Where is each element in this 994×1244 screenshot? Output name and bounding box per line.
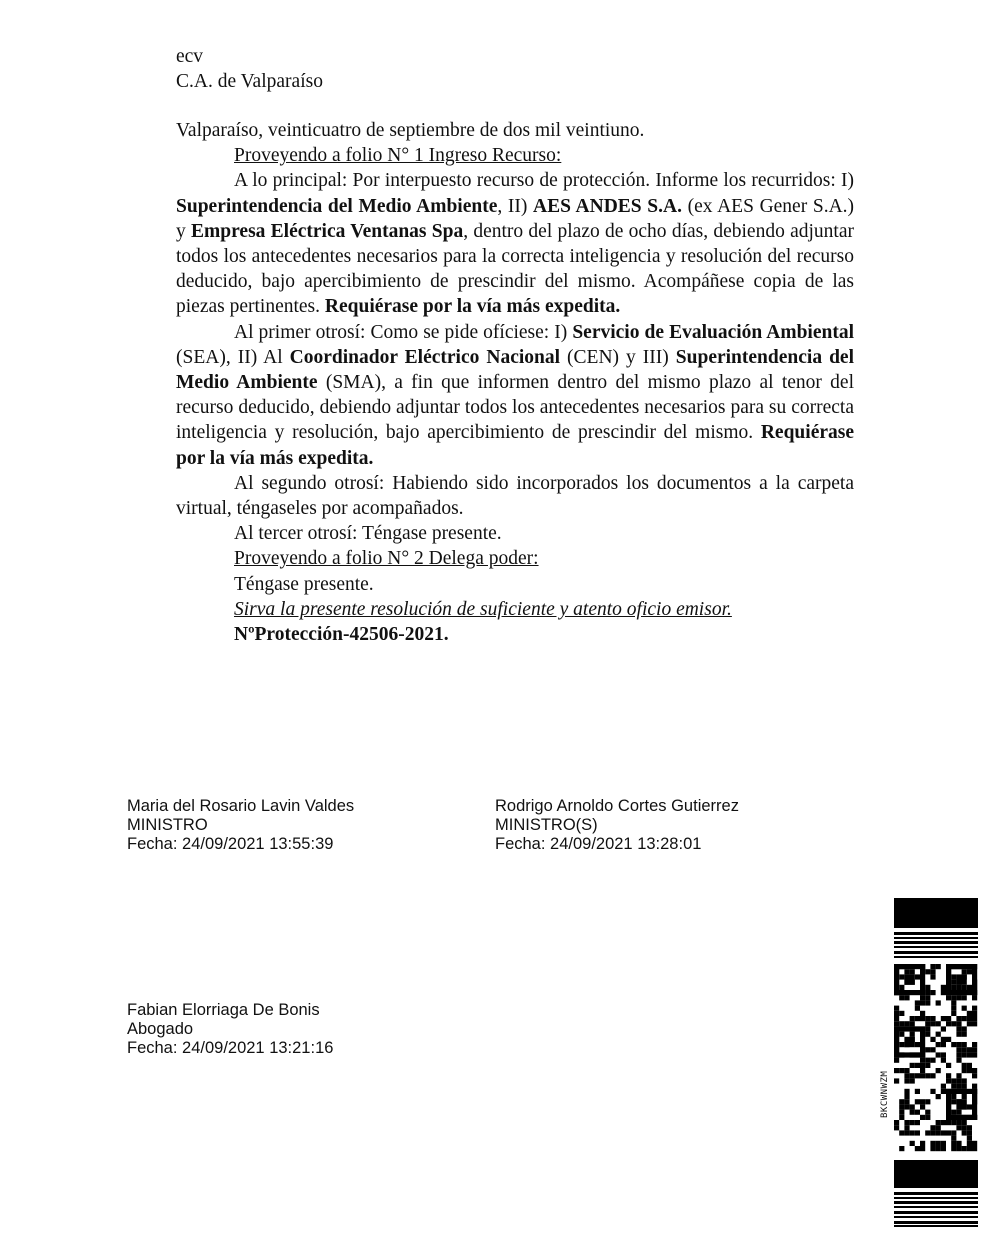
folio2-heading: Proveyendo a folio N° 2 Delega poder: <box>234 548 539 570</box>
folio1-heading: Proveyendo a folio N° 1 Ingreso Recurso: <box>234 145 562 167</box>
case-number: NºProtección-42506-2021. <box>234 624 449 646</box>
closing-note: Sirva la presente resolución de suficiente y atento oficio emisor. <box>234 598 732 620</box>
second-otrosi-paragraph: Al segundo otrosí: Habiendo sido incorporados los documentos a la carpeta virtual, téngaseles por acompañados. <box>176 472 854 520</box>
signer-name: Rodrigo Arnoldo Cortes Gutierrez <box>495 797 739 815</box>
date-line: Valparaíso, veinticuatro de septiembre de dos mil veintiuno. <box>176 120 645 141</box>
first-otrosi-paragraph: Al primer otrosí: Como se pide ofíciese: I) Servicio de Evaluación Ambiental (SEA), II) Al Coordinador Eléctrico Nacional (CEN) y III) Superintendencia del Medio Ambiente (SMA), a fin que informen dentro del mismo plazo al tenor del recurso deducido, debiendo adjuntar todos los antecedentes necesarios para su correcta inteligencia y resolución, bajo apercibimiento de prescindir del mismo. Requiérase por la vía más expedita. <box>176 321 855 469</box>
signature-date: Fecha: 24/09/2021 13:55:39 <box>127 835 334 853</box>
resolution-body <box>176 118 854 647</box>
signer-name: Fabian Elorriaga De Bonis <box>127 1001 320 1019</box>
signer-role: MINISTRO(S) <box>495 816 598 834</box>
verification-barcode-icon <box>892 898 978 1230</box>
verification-code: BKCWNWZM <box>880 1070 890 1118</box>
court-name: C.A. de Valparaíso <box>176 71 323 92</box>
signer-role: MINISTRO <box>127 816 208 834</box>
principal-paragraph: A lo principal: Por interpuesto recurso de protección. Informe los recurridos: I) Superintendencia del Medio Ambiente, II) AES ANDES S.A. (ex AES Gener S.A.) y Empresa Eléctrica Ventanas Spa, dentro del plazo de ocho días, debiendo adjuntar todos los antecedentes necesarios para la correcta inteligencia y resolución del recurso deducido, bajo apercibimiento de prescindir del mismo. Acompáñese copia de las piezas pertinentes. Requiérase por la vía más expedita. <box>176 170 855 318</box>
third-otrosi-paragraph: Al tercer otrosí: Téngase presente. <box>234 523 502 545</box>
clerk-code: ecv <box>176 46 204 67</box>
folio2-text: Téngase presente. <box>234 573 374 595</box>
signer-role: Abogado <box>127 1020 194 1038</box>
signature-date: Fecha: 24/09/2021 13:21:16 <box>127 1039 334 1057</box>
signature-block-3 <box>127 1001 333 1058</box>
signer-name: Maria del Rosario Lavin Valdes <box>127 797 355 815</box>
signature-date: Fecha: 24/09/2021 13:28:01 <box>495 835 702 853</box>
signature-block-2 <box>495 797 739 854</box>
document-header <box>176 44 323 94</box>
signature-block-1 <box>127 797 354 854</box>
